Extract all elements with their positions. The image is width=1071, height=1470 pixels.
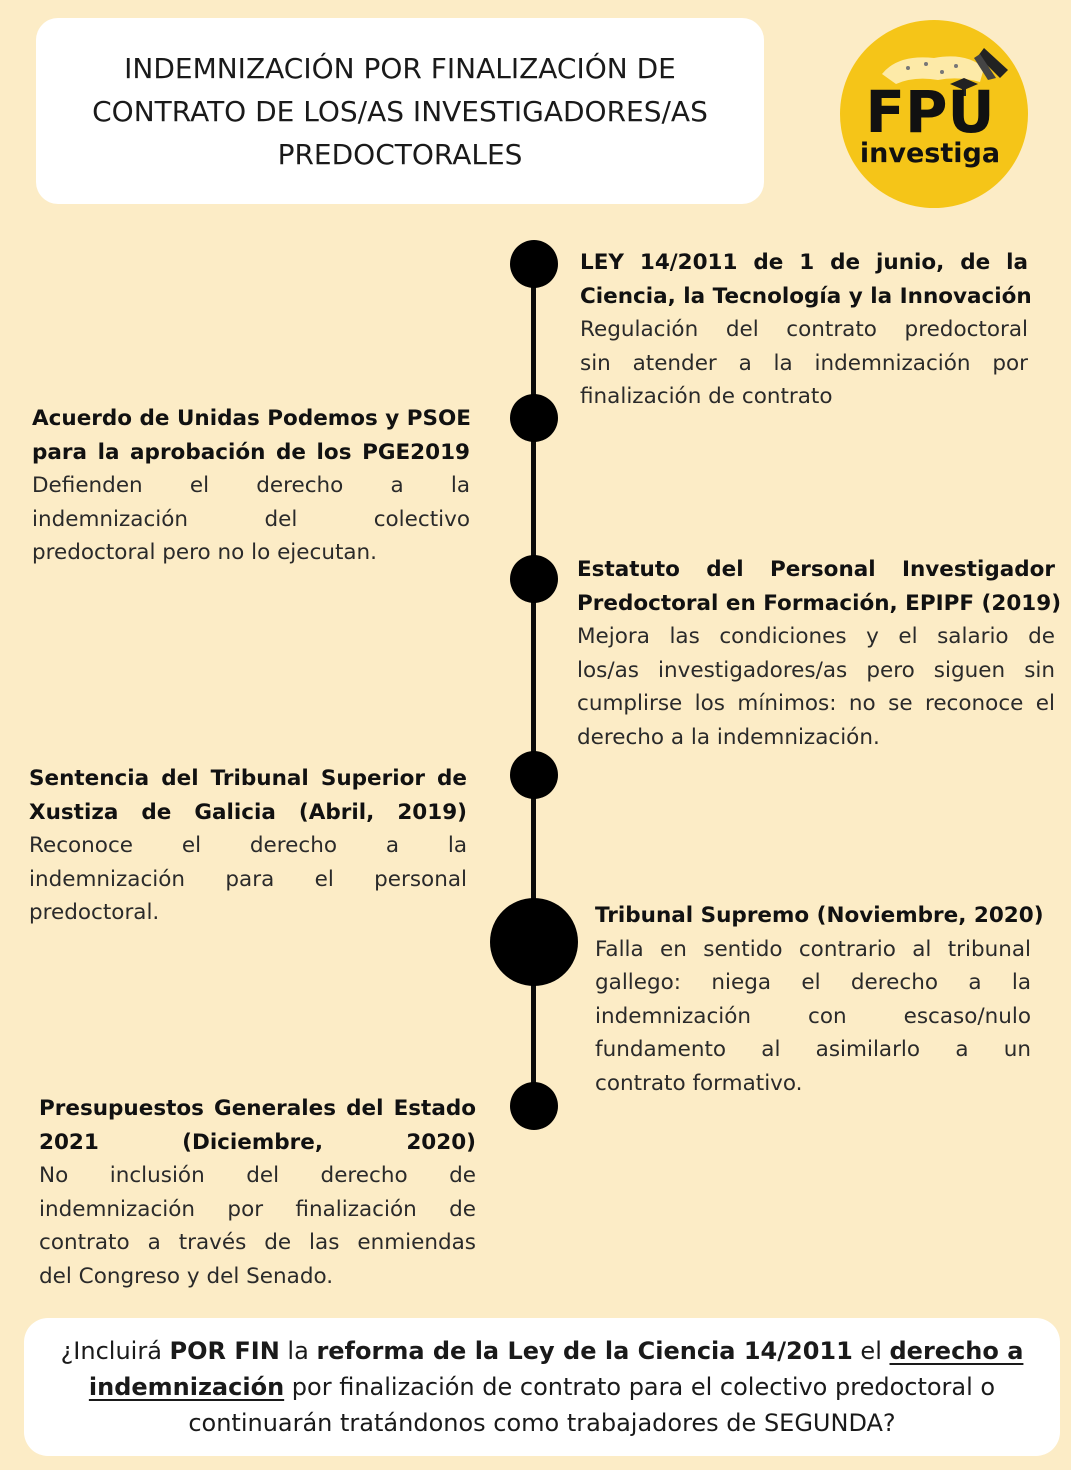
title-line: PREDOCTORALES <box>277 137 523 171</box>
footer-underlined: indemnización <box>88 1373 285 1401</box>
entry-text: cumplirse los mínimos: no se reconoce el <box>577 691 1055 716</box>
entry-text: Reconoce el derecho a la <box>29 833 467 858</box>
entry-text: contrato formativo. <box>595 1070 803 1096</box>
timeline-dot-tribunal-supremo <box>490 898 578 986</box>
entry-text: indemnización del colectivo <box>32 506 470 532</box>
logo-main-text: FPU <box>865 78 995 146</box>
entry-text: Defienden el derecho a la <box>32 473 470 498</box>
timeline-entry-pge2021 <box>39 1092 476 1293</box>
entry-title: LEY 14/2011 de 1 de junio, de la <box>580 250 1028 275</box>
entry-title: Xustiza de Galicia (Abril, 2019) <box>29 799 467 825</box>
fpu-investiga-logo <box>838 18 1030 210</box>
timeline-dot-acuerdo-pge2019 <box>510 394 558 442</box>
entry-title: 2021 (Diciembre, 2020) <box>39 1129 476 1155</box>
entry-title: Acuerdo de Unidas Podemos y PSOE <box>32 406 471 431</box>
entry-text: indemnización con escaso/nulo <box>595 1003 1031 1029</box>
timeline-dot-pge2021 <box>510 1082 558 1130</box>
footer-emphasis: POR FIN <box>169 1337 280 1365</box>
entry-text: sin atender a la indemnización por <box>580 350 1028 376</box>
entry-text: gallego: niega el derecho a la <box>595 970 1031 995</box>
entry-text: del Congreso y del Senado. <box>39 1263 334 1289</box>
entry-title: Predoctoral en Formación, EPIPF (2019) <box>577 590 1062 616</box>
entry-title: Tribunal Supremo (Noviembre, 2020) <box>595 903 1044 928</box>
entry-text: derecho a la indemnización. <box>577 724 880 750</box>
entry-title: Estatuto del Personal Investigador <box>577 557 1055 582</box>
entry-text: finalización de contrato <box>580 384 833 409</box>
footer-text: por finalización de contrato para el colectivo predoctoral o <box>284 1373 996 1401</box>
footer-text: el <box>852 1337 890 1365</box>
entry-text: predoctoral. <box>29 900 160 925</box>
entry-text: indemnización por finalización de <box>39 1196 476 1222</box>
entry-text: predoctoral pero no lo ejecutan. <box>32 540 378 565</box>
title-line: INDEMNIZACIÓN POR FINALIZACIÓN DE <box>124 51 676 85</box>
footer-question-box <box>24 1318 1060 1456</box>
entry-text: fundamento al asimilarlo a un <box>595 1037 1031 1062</box>
timeline-entry-tsj-galicia <box>29 762 467 930</box>
entry-text: indemnización para el personal <box>29 866 467 892</box>
entry-title: Ciencia, la Tecnología y la Innovación <box>580 283 1032 309</box>
footer-line: continuarán tratándonos como trabajadores de SEGUNDA? <box>188 1409 896 1437</box>
entry-text: Mejora las condiciones y el salario de <box>577 624 1055 649</box>
timeline-dot-tsj-galicia <box>510 751 558 799</box>
footer-text: la <box>279 1337 317 1365</box>
timeline-entry-epipf <box>577 553 1062 754</box>
entry-text: Falla en sentido contrario al tribunal <box>595 936 1031 962</box>
timeline-entry-acuerdo-pge2019 <box>32 402 470 570</box>
footer-text: ¿Incluirá <box>60 1337 170 1365</box>
entry-title: Presupuestos Generales del Estado <box>39 1096 476 1121</box>
footer-line <box>61 1333 1024 1369</box>
timeline-entry-tribunal-supremo <box>595 899 1044 1100</box>
entry-text: los/as investigadores/as pero siguen sin <box>577 657 1055 683</box>
footer-underlined: derecho a <box>889 1337 1024 1365</box>
timeline-entry-ley-14-2011 <box>580 246 1032 414</box>
entry-title: para la aprobación de los PGE2019 <box>32 439 470 465</box>
title-box <box>36 18 764 204</box>
timeline-dot-ley-14-2011 <box>510 240 558 288</box>
entry-title: Sentencia del Tribunal Superior de <box>29 766 467 791</box>
title-line: CONTRATO DE LOS/AS INVESTIGADORES/AS <box>92 94 708 128</box>
footer-emphasis: reforma de la Ley de la Ciencia 14/2011 <box>316 1337 853 1365</box>
logo-sub-text: investiga <box>859 138 1001 169</box>
timeline-dot-epipf <box>510 555 558 603</box>
entry-text: contrato a través de las enmiendas <box>39 1230 476 1255</box>
entry-text: No inclusión del derecho de <box>39 1163 476 1188</box>
footer-line <box>89 1369 995 1405</box>
entry-text: Regulación del contrato predoctoral <box>580 317 1028 342</box>
